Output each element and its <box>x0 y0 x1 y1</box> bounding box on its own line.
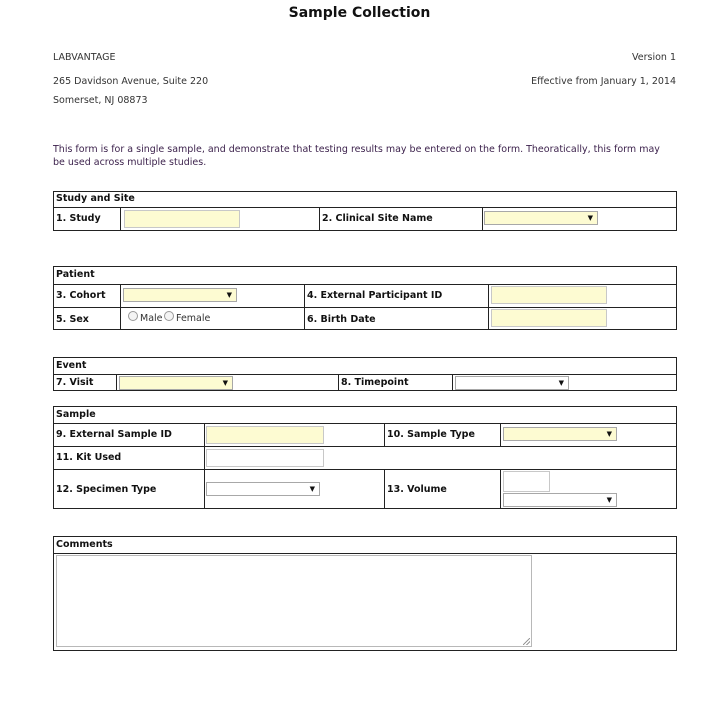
patient-heading: Patient <box>56 269 95 280</box>
sex-radio-female[interactable] <box>164 311 174 321</box>
sample-heading: Sample <box>56 409 96 420</box>
chevron-down-icon: ▼ <box>309 485 315 493</box>
birth-date-input[interactable] <box>491 309 607 327</box>
kit-used-input[interactable] <box>206 449 324 467</box>
cohort-label: 3. Cohort <box>56 290 106 301</box>
sample-section <box>53 406 677 509</box>
specimen-type-select[interactable] <box>206 482 320 496</box>
comments-textarea[interactable] <box>56 555 532 647</box>
sample-type-label: 10. Sample Type <box>387 429 475 440</box>
sex-option-female-label: Female <box>176 313 211 324</box>
sample-type-select[interactable] <box>503 427 617 441</box>
timepoint-label: 8. Timepoint <box>341 377 409 388</box>
birth-date-label: 6. Birth Date <box>307 314 376 325</box>
external-sample-input[interactable] <box>206 426 324 444</box>
study-site-section <box>53 191 677 231</box>
comments-section <box>53 536 677 651</box>
chevron-down-icon: ▼ <box>222 379 228 387</box>
chevron-down-icon: ▼ <box>587 214 593 222</box>
volume-unit-select[interactable] <box>503 493 617 507</box>
resize-handle-icon[interactable] <box>523 638 530 645</box>
cohort-select[interactable] <box>123 288 237 302</box>
chevron-down-icon: ▼ <box>606 496 612 504</box>
patient-section <box>53 266 677 330</box>
chevron-down-icon: ▼ <box>606 430 612 438</box>
study-site-heading: Study and Site <box>56 193 135 204</box>
form-version: Version 1 <box>632 52 676 63</box>
sex-label: 5. Sex <box>56 314 89 325</box>
clinical-site-label: 2. Clinical Site Name <box>322 213 433 224</box>
volume-label: 13. Volume <box>387 484 447 495</box>
study-label: 1. Study <box>56 213 101 224</box>
visit-label: 7. Visit <box>56 377 94 388</box>
clinical-site-select[interactable] <box>484 211 598 225</box>
sex-radio-male[interactable] <box>128 311 138 321</box>
comments-heading: Comments <box>56 539 113 550</box>
timepoint-select[interactable] <box>455 376 569 390</box>
company-address-line2: Somerset, NJ 08873 <box>53 95 148 106</box>
chevron-down-icon: ▼ <box>558 379 564 387</box>
page-title: Sample Collection <box>288 5 431 21</box>
company-name: LABVANTAGE <box>53 52 116 63</box>
external-participant-label: 4. External Participant ID <box>307 290 443 301</box>
volume-input[interactable] <box>503 471 550 492</box>
external-sample-label: 9. External Sample ID <box>56 429 172 440</box>
chevron-down-icon: ▼ <box>226 291 232 299</box>
event-section <box>53 357 677 391</box>
visit-select[interactable] <box>119 376 233 390</box>
kit-used-label: 11. Kit Used <box>56 452 122 463</box>
event-heading: Event <box>56 360 87 371</box>
specimen-type-label: 12. Specimen Type <box>56 484 157 495</box>
form-intro-text: This form is for a single sample, and demonstrate that testing results may be entered on the form. Theoratically, this form may be used across multiple studies. <box>53 144 660 168</box>
effective-date: Effective from January 1, 2014 <box>531 76 676 87</box>
study-input[interactable] <box>124 210 240 228</box>
external-participant-input[interactable] <box>491 286 607 304</box>
company-address-line1: 265 Davidson Avenue, Suite 220 <box>53 76 209 87</box>
sex-option-male-label: Male <box>140 313 163 324</box>
